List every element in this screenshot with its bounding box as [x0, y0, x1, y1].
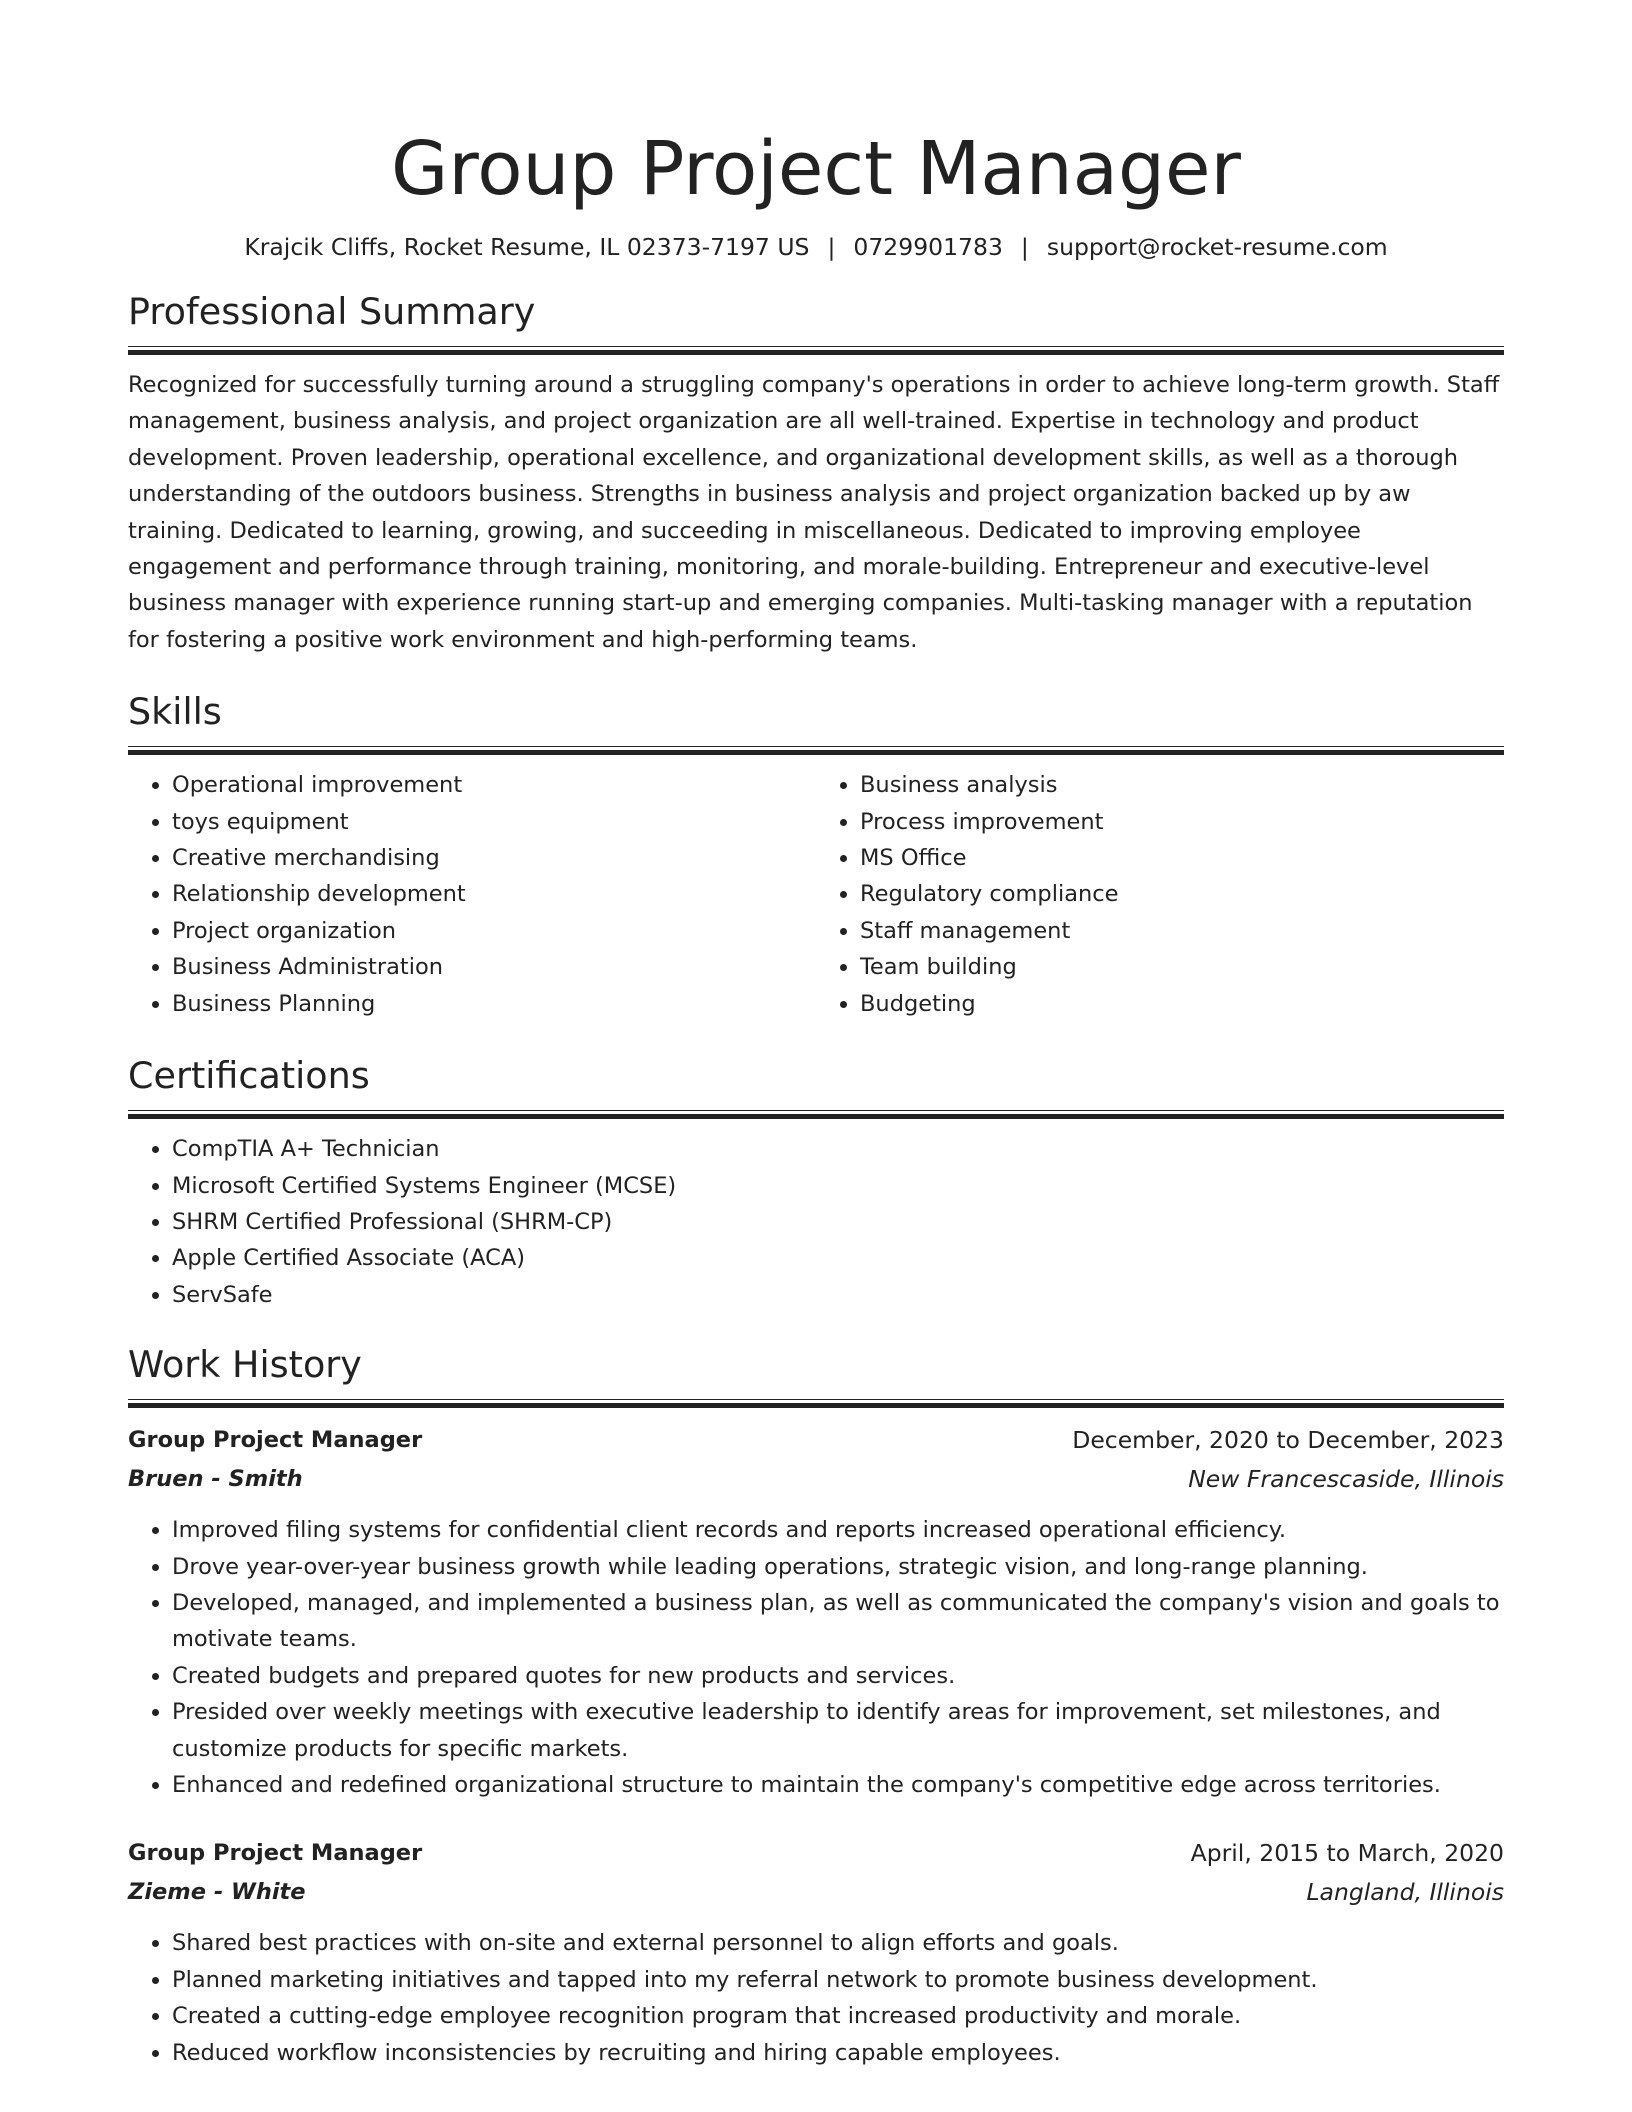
job-entry — [128, 1420, 1504, 1803]
skills-list-left — [128, 767, 816, 1022]
list-item: • Business Planning — [172, 986, 816, 1022]
skills-section — [128, 688, 1504, 1022]
list-item: • Enhanced and redefined organizational structure to maintain the company's competitive edge across territories. — [172, 1767, 1504, 1803]
resume-page — [128, 0, 1504, 2071]
list-item: • Process improvement — [860, 804, 1504, 840]
list-item: • Business analysis — [860, 767, 1504, 803]
list-item: • Budgeting — [860, 986, 1504, 1022]
job-entry — [128, 1833, 1504, 2071]
job-dates: December, 2020 to December, 2023 — [1072, 1426, 1504, 1455]
list-item: • Drove year-over-year business growth while leading operations, strategic vision, and long-range planning. — [172, 1549, 1504, 1585]
list-item: • Microsoft Certified Systems Engineer (MCSE) — [172, 1168, 1504, 1204]
list-item: • Staff management — [860, 913, 1504, 949]
summary-text: Recognized for successfully turning around a struggling company's operations in order to achieve long-term growth. Staff management, business analysis, and project organization are all well-trained. Expertise in technology and product development. Proven leadership, operational excellence, and organizational development skills, as well as a thorough understanding of the outdoors business. Strengths in business analysis and project organization backed up by aw training. Dedicated to learning, growing, and succeeding in miscellaneous. Dedicated to improving employee engagement and performance through training, monitoring, and morale-building. Entrepreneur and executive-level business manager with experience running start-up and emerging companies. Multi-tasking manager with a reputation for fostering a positive work environment and high-performing teams. — [128, 372, 1500, 653]
list-item: • ServSafe — [172, 1277, 1504, 1313]
list-item: • Operational improvement — [172, 767, 816, 803]
list-item: • Reduced workflow inconsistencies by recruiting and hiring capable employees. — [172, 2035, 1504, 2071]
contact-separator: | — [827, 233, 836, 261]
section-rule — [128, 1399, 1504, 1408]
list-item: • Shared best practices with on-site and external personnel to align efforts and goals. — [172, 1925, 1504, 1961]
section-title-work: Work History — [128, 1343, 362, 1387]
list-item: • Business Administration — [172, 949, 816, 985]
job-bullets — [128, 1925, 1504, 2071]
list-item: • Presided over weekly meetings with executive leadership to identify areas for improvement, set milestones, and customize products for specific markets. — [172, 1694, 1504, 1767]
resume-name: Group Project Manager — [391, 126, 1241, 212]
list-item: • Created a cutting-edge employee recognition program that increased productivity and morale. — [172, 1998, 1504, 2034]
section-rule — [128, 746, 1504, 755]
contact-email: support@rocket-resume.com — [1046, 233, 1388, 261]
job-header — [128, 1420, 1504, 1460]
section-rule — [128, 1110, 1504, 1119]
list-item: • Planned marketing initiatives and tapped into my referral network to promote business development. — [172, 1962, 1504, 1998]
job-company: Bruen - Smith — [128, 1466, 303, 1493]
summary-section — [128, 288, 1504, 658]
job-title: Group Project Manager — [128, 1427, 423, 1454]
job-dates: April, 2015 to March, 2020 — [1190, 1839, 1504, 1868]
section-title-skills: Skills — [128, 690, 222, 734]
list-item: • CompTIA A+ Technician — [172, 1131, 1504, 1167]
list-item: • Creative merchandising — [172, 840, 816, 876]
job-company: Zieme - White — [128, 1879, 306, 1906]
job-subheader — [128, 1460, 1504, 1498]
list-item: • MS Office — [860, 840, 1504, 876]
contact-line — [128, 230, 1504, 264]
list-item: • Relationship development — [172, 876, 816, 912]
job-header — [128, 1833, 1504, 1873]
list-item: • SHRM Certified Professional (SHRM-CP) — [172, 1204, 1504, 1240]
job-bullets — [128, 1512, 1504, 1803]
list-item: • Apple Certified Associate (ACA) — [172, 1240, 1504, 1276]
section-title-certifications: Certifications — [128, 1054, 370, 1098]
certifications-list — [128, 1131, 1504, 1313]
work-section — [128, 1341, 1504, 2071]
contact-phone: 0729901783 — [853, 233, 1003, 261]
list-item: • Developed, managed, and implemented a business plan, as well as communicated the company's vision and goals to motivate teams. — [172, 1585, 1504, 1658]
job-subheader — [128, 1873, 1504, 1911]
list-item: • toys equipment — [172, 804, 816, 840]
list-item: • Project organization — [172, 913, 816, 949]
list-item: • Created budgets and prepared quotes for new products and services. — [172, 1658, 1504, 1694]
skills-list-right — [816, 767, 1504, 1022]
job-title: Group Project Manager — [128, 1840, 423, 1867]
list-item: • Regulatory compliance — [860, 876, 1504, 912]
contact-separator: | — [1020, 233, 1029, 261]
section-rule — [128, 346, 1504, 355]
contact-address: Krajcik Cliffs, Rocket Resume, IL 02373-7197 US — [244, 233, 810, 261]
job-location: New Francescaside, Illinois — [1188, 1465, 1504, 1494]
certifications-section — [128, 1052, 1504, 1313]
section-title-summary: Professional Summary — [128, 290, 536, 333]
skills-columns — [128, 767, 1504, 1022]
job-location: Langland, Illinois — [1306, 1878, 1504, 1907]
list-item: • Team building — [860, 949, 1504, 985]
list-item: • Improved filing systems for confidential client records and reports increased operational efficiency. — [172, 1512, 1504, 1548]
